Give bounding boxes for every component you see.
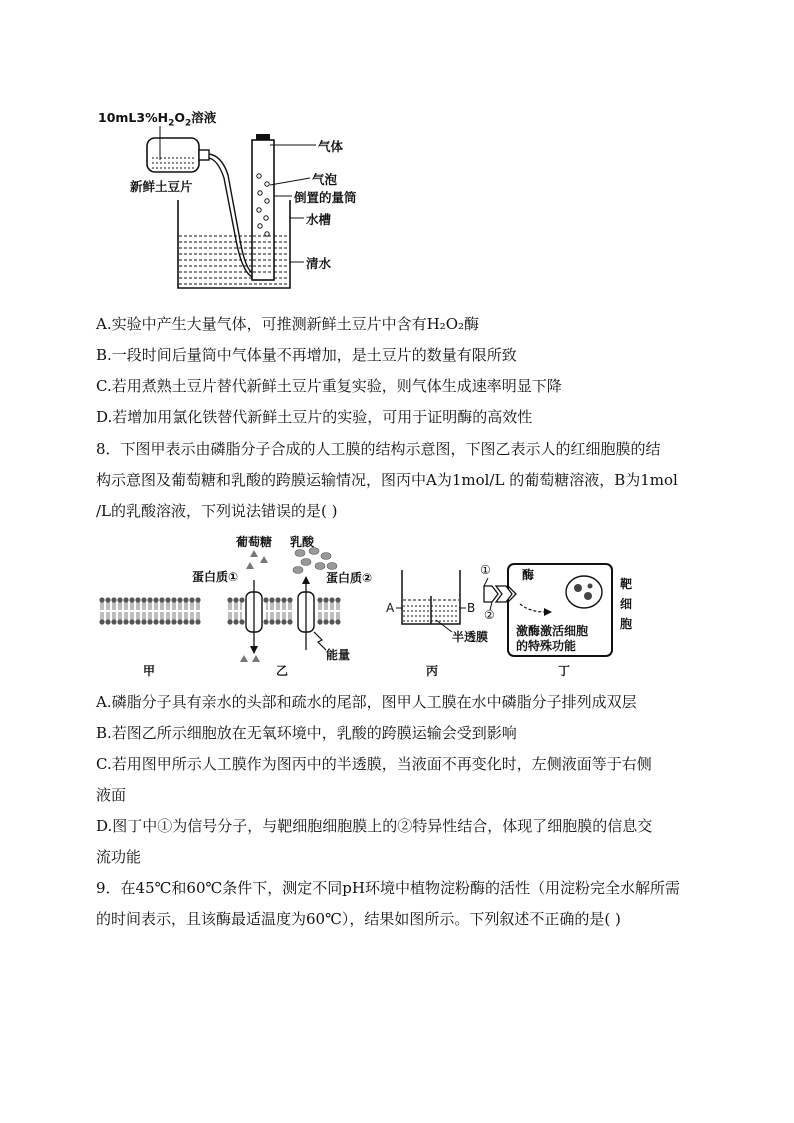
phospholipid-head xyxy=(105,597,110,602)
phospholipid-head xyxy=(269,597,274,602)
phospholipid-head xyxy=(263,597,268,602)
bubble-label: 气泡 xyxy=(312,172,338,187)
q8-stem-line-1: 8．下图甲表示由磷脂分子合成的人工膜的结构示意图，下图乙表示人的红细胞膜的结 xyxy=(96,440,661,458)
hormone-text-2: 的特殊功能 xyxy=(516,639,577,653)
phospholipid-head xyxy=(275,597,280,602)
phospholipid-head xyxy=(135,597,140,602)
q7-option-c: C.若用煮熟土豆片替代新鲜土豆片重复实验，则气体生成速率明显下降 xyxy=(96,377,562,395)
q8-option-b: B.若图乙所示细胞放在无氧环境中，乳酸的跨膜运输会受到影响 xyxy=(96,724,517,742)
phospholipid-head xyxy=(239,597,244,602)
q8-option-a: A.磷脂分子具有亲水的头部和疏水的尾部，图甲人工膜在水中磷脂分子排列成双层 xyxy=(96,693,637,711)
phospholipid-head xyxy=(287,619,292,624)
phospholipid-head xyxy=(165,619,170,624)
phospholipid-head xyxy=(287,597,292,602)
phospholipid-head xyxy=(99,597,104,602)
phospholipid-head xyxy=(335,619,340,624)
receptor-circle-2: ② xyxy=(484,608,495,622)
q7-option-b: B.一段时间后量筒中气体量不再增加，是土豆片的数量有限所致 xyxy=(96,346,517,364)
glucose-label: 葡萄糖 xyxy=(236,535,273,549)
phospholipid-head xyxy=(111,597,116,602)
energy-label: 能量 xyxy=(326,648,351,662)
q8-option-d: D.图丁中①为信号分子，与靶细胞细胞膜上的②特异性结合，体现了细胞膜的信息交 xyxy=(96,817,653,835)
q8-stem-line-2: 构示意图及葡萄糖和乳酸的跨膜运输情况，图丙中A为1mol/L 的葡萄糖溶液，B为1mol xyxy=(96,471,678,489)
phospholipid-head xyxy=(123,619,128,624)
phospholipid-head xyxy=(233,597,238,602)
phospholipid-head xyxy=(323,619,328,624)
phospholipid-head xyxy=(135,619,140,624)
phospholipid-head xyxy=(195,619,200,624)
protein2-label: 蛋白质② xyxy=(326,571,373,585)
phospholipid-head xyxy=(227,619,232,624)
enzyme-label: 酶 xyxy=(522,568,535,582)
phospholipid-head xyxy=(147,619,152,624)
phospholipid-head xyxy=(171,619,176,624)
phospholipid-head xyxy=(147,597,152,602)
q9-stem-line-2: 的时间表示，且该酶最适温度为60℃），结果如图所示。下列叙述不正确的是( ) xyxy=(96,910,621,928)
phospholipid-head xyxy=(153,619,158,624)
phospholipid-head xyxy=(329,597,334,602)
phospholipid-head xyxy=(141,597,146,602)
phospholipid-head xyxy=(281,597,286,602)
fig-label-yi: 乙 xyxy=(276,664,289,678)
u-tube-bing xyxy=(396,570,466,632)
phospholipid-head xyxy=(153,597,158,602)
target-cell-label: 靶细胞 xyxy=(620,577,633,631)
phospholipid-head xyxy=(189,619,194,624)
label-a: A xyxy=(386,601,395,615)
q7-option-a: A.实验中产生大量气体，可推测新鲜土豆片中含有H₂O₂酶 xyxy=(96,315,480,333)
fig-label-ding: 丁 xyxy=(558,664,571,678)
lactic-label: 乳酸 xyxy=(290,535,315,549)
protein1-label: 蛋白质① xyxy=(192,570,239,584)
q8-stem-line-3: /L的乳酸溶液，下列说法错误的是( ) xyxy=(96,502,338,520)
water-label: 清水 xyxy=(306,256,332,271)
phospholipid-head xyxy=(233,619,238,624)
phospholipid-head xyxy=(171,597,176,602)
phospholipid-head xyxy=(183,619,188,624)
semi-membrane-label: 半透膜 xyxy=(452,630,489,644)
bottle-label: $10mL3\%H_2O_2$溶液 xyxy=(98,110,217,129)
phospholipid-head xyxy=(177,619,182,624)
phospholipid-head xyxy=(281,619,286,624)
signal-circle-1: ① xyxy=(480,563,491,577)
phospholipid-head xyxy=(117,619,122,624)
phospholipid-head xyxy=(159,597,164,602)
q8-option-c: C.若用图甲所示人工膜作为图丙中的半透膜，当液面不再变化时，左侧液面等于右侧 xyxy=(96,755,652,773)
phospholipid-head xyxy=(317,619,322,624)
q8-option-d-cont: 流功能 xyxy=(96,848,142,866)
phospholipid-head xyxy=(99,619,104,624)
fig-label-jia: 甲 xyxy=(143,664,156,678)
phospholipid-head xyxy=(263,619,268,624)
organelle-icon xyxy=(566,576,602,608)
potato-label: 新鲜土豆片 xyxy=(130,179,193,194)
phospholipid-head xyxy=(105,619,110,624)
fig-label-bing: 丙 xyxy=(426,664,439,678)
cell-membrane-yi xyxy=(227,548,340,663)
phospholipid-head xyxy=(227,597,232,602)
phospholipid-head xyxy=(239,619,244,624)
phospholipid-head xyxy=(269,619,274,624)
phospholipid-head xyxy=(177,597,182,602)
phospholipid-head xyxy=(335,597,340,602)
phospholipid-head xyxy=(329,619,334,624)
phospholipid-head xyxy=(183,597,188,602)
label-b: B xyxy=(467,601,476,615)
phospholipid-head xyxy=(275,619,280,624)
gas-label: 气体 xyxy=(318,139,344,154)
phospholipid-head xyxy=(129,619,134,624)
hormone-text-1: 激酶激活细胞 xyxy=(516,624,589,638)
phospholipid-head xyxy=(159,619,164,624)
q9-stem-line-1: 9．在45℃和60℃条件下，测定不同pH环境中植物淀粉酶的活性（用淀粉完全水解所需 xyxy=(96,879,680,897)
cylinder-label: 倒置的量筒 xyxy=(294,190,357,205)
phospholipid-head xyxy=(165,597,170,602)
phospholipid-head xyxy=(123,597,128,602)
phospholipid-head xyxy=(195,597,200,602)
artificial-membrane-jia xyxy=(99,597,200,624)
phospholipid-head xyxy=(189,597,194,602)
phospholipid-head xyxy=(323,597,328,602)
phospholipid-head xyxy=(317,597,322,602)
phospholipid-head xyxy=(111,619,116,624)
tank-label: 水槽 xyxy=(306,212,332,227)
phospholipid-head xyxy=(117,597,122,602)
phospholipid-head xyxy=(129,597,134,602)
q8-option-c-cont: 液面 xyxy=(96,786,127,804)
q7-option-d: D.若增加用氯化铁替代新鲜土豆片的实验，可用于证明酶的高效性 xyxy=(96,408,533,426)
phospholipid-head xyxy=(141,619,146,624)
